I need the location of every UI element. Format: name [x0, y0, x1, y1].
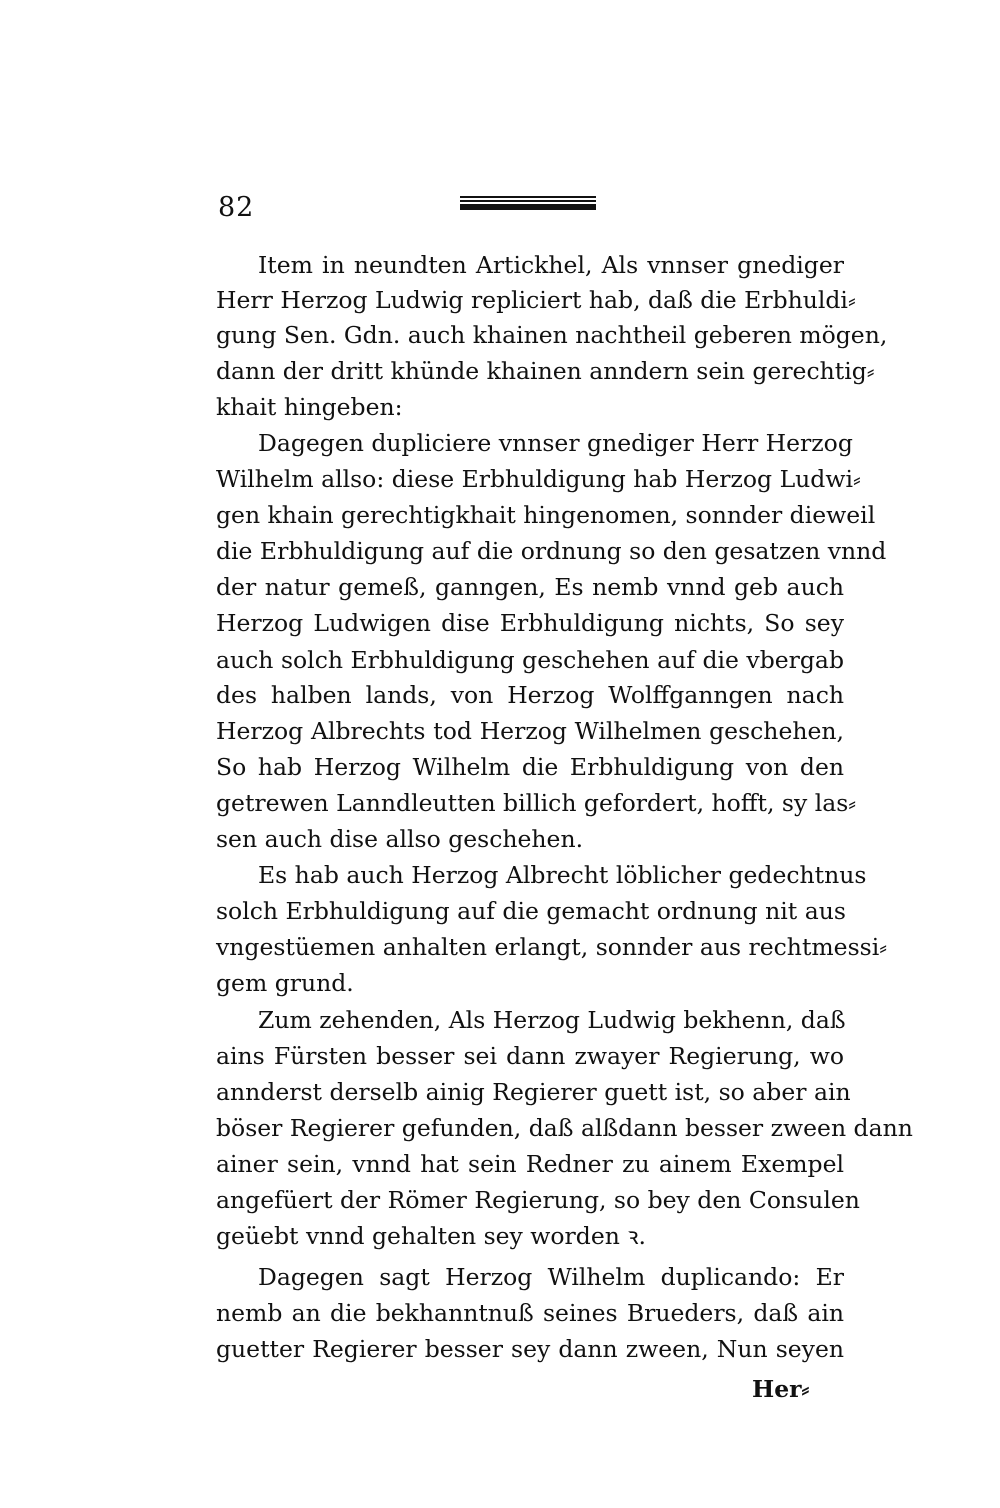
page-number: 82: [218, 192, 255, 223]
text-line: ainer sein, vnnd hat sein Redner zu ainem Exempel: [216, 1150, 844, 1178]
header-rule-thick: [460, 204, 596, 210]
text-line: khait hingeben:: [216, 393, 403, 421]
text-line: des halben lands, von Herzog Wolffganngen nach: [216, 681, 844, 709]
text-line: dann der dritt khünde khainen anndern sein gerechtig⸗: [216, 357, 875, 385]
text-line: geüebt vnnd gehalten sey worden ꝛ.: [216, 1222, 646, 1250]
text-line: Dagegen sagt Herzog Wilhelm duplicando: Er: [258, 1263, 844, 1291]
text-line: gem grund.: [216, 969, 354, 997]
text-line: annderst derselb ainig Regierer guett ist, so aber ain: [216, 1078, 851, 1106]
text-line: gen khain gerechtigkhait hingenomen, sonnder dieweil: [216, 501, 876, 529]
header-rule-thin-middle: [460, 200, 596, 202]
text-line: auch solch Erbhuldigung geschehen auf die vbergab: [216, 646, 844, 674]
header-rule: [460, 196, 596, 211]
text-line: gung Sen. Gdn. auch khainen nachtheil geberen mögen,: [216, 321, 888, 349]
text-line: der natur gemeß, ganngen, Es nemb vnnd geb auch: [216, 573, 844, 601]
catchword: Her⸗: [752, 1375, 810, 1403]
text-line: Dagegen dupliciere vnnser gnediger Herr Herzog: [258, 429, 853, 457]
text-line: Zum zehenden, Als Herzog Ludwig bekhenn, daß: [258, 1006, 846, 1034]
text-line: böser Regierer gefunden, daß alßdann besser zween dann: [216, 1114, 913, 1142]
text-line: solch Erbhuldigung auf die gemacht ordnung nit aus: [216, 897, 846, 925]
text-line: Item in neundten Artickhel, Als vnnser gnediger: [258, 251, 844, 279]
text-line: sen auch dise allso geschehen.: [216, 825, 584, 853]
text-line: getrewen Lanndleutten billich gefordert, hofft, sy las⸗: [216, 789, 857, 817]
text-line: die Erbhuldigung auf die ordnung so den gesatzen vnnd: [216, 537, 887, 565]
text-line: Es hab auch Herzog Albrecht löblicher gedechtnus: [258, 861, 867, 889]
text-line: nemb an die bekhanntnuß seines Brueders, daß ain: [216, 1299, 844, 1327]
text-line: Herr Herzog Ludwig repliciert hab, daß die Erbhuldi⸗: [216, 286, 856, 314]
text-line: angefüert der Römer Regierung, so bey den Consulen: [216, 1186, 860, 1214]
header-rule-thin-top: [460, 196, 596, 198]
text-line: Wilhelm allso: diese Erbhuldigung hab Herzog Ludwi⸗: [216, 465, 861, 493]
text-line: guetter Regierer besser sey dann zween, Nun seyen: [216, 1335, 844, 1363]
text-line: ains Fürsten besser sei dann zwayer Regierung, wo: [216, 1042, 844, 1070]
text-line: Herzog Albrechts tod Herzog Wilhelmen geschehen,: [216, 717, 844, 745]
text-line: Herzog Ludwigen dise Erbhuldigung nichts, So sey: [216, 609, 844, 637]
text-line: vngestüemen anhalten erlangt, sonnder aus rechtmessi⸗: [216, 933, 888, 961]
text-line: So hab Herzog Wilhelm die Erbhuldigung von den: [216, 753, 844, 781]
